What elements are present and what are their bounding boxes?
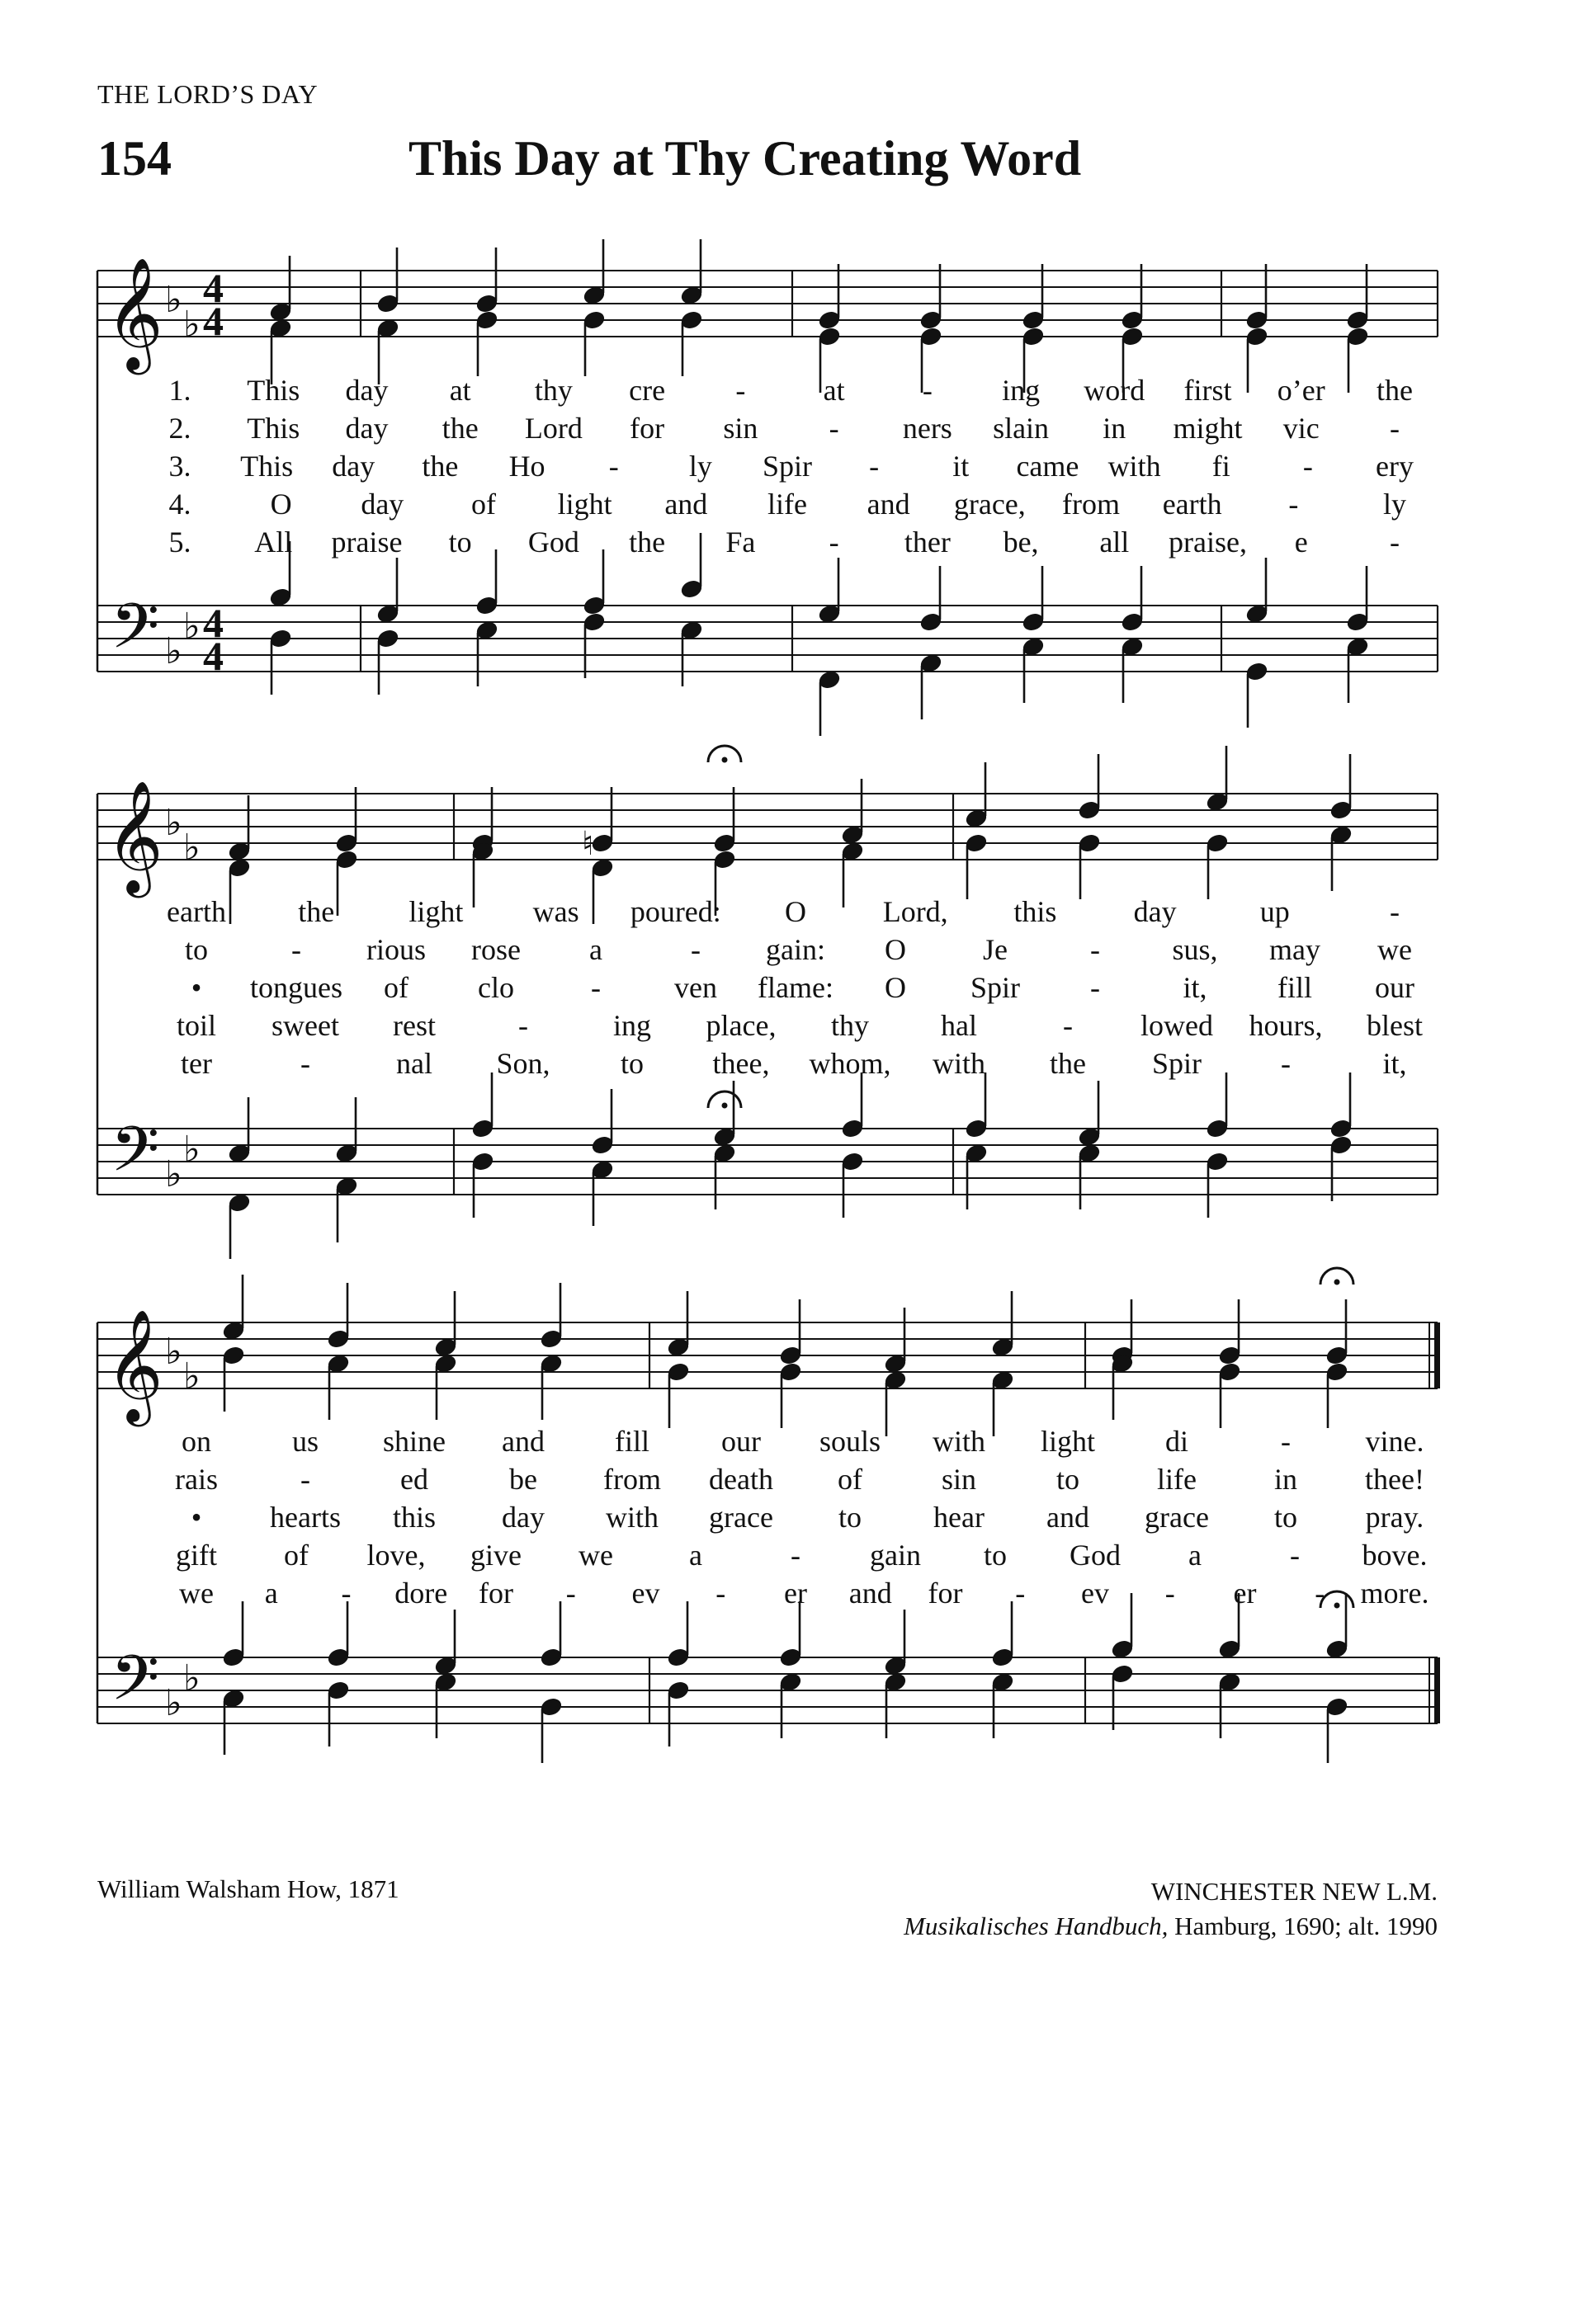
lyric-syllable: and xyxy=(664,488,708,521)
lyric-syllable: O xyxy=(270,488,292,521)
lyric-syllable: shine xyxy=(383,1425,446,1458)
lyric-syllable: blest xyxy=(1367,1009,1423,1042)
lyric-syllable: - xyxy=(1063,1009,1073,1042)
lyric-syllable: souls xyxy=(819,1425,881,1458)
tune-source-title: Musikalisches Handbuch, xyxy=(904,1911,1169,1940)
lyric-syllable: This xyxy=(247,412,300,445)
lyric-syllable: a xyxy=(589,933,602,966)
lyric-syllable: Fa xyxy=(725,526,756,559)
lyric-syllable: ter xyxy=(181,1047,212,1080)
lyric-syllable: thy xyxy=(534,374,573,407)
lyric-syllable: it xyxy=(952,450,970,483)
lyric-syllable: of xyxy=(471,488,496,521)
lyric-syllable: gain xyxy=(870,1539,921,1572)
lyric-syllable: fi xyxy=(1211,450,1230,483)
lyric-syllable: earth xyxy=(167,895,226,928)
lyric-syllable: bove. xyxy=(1362,1539,1428,1572)
lyric-syllable: this xyxy=(392,1501,437,1534)
flat-icon: ♭ xyxy=(165,631,182,672)
lyric-syllable: All xyxy=(254,526,293,559)
bass-clef-icon: 𝄢 xyxy=(111,592,160,676)
lyric-syllable: nal xyxy=(396,1047,432,1080)
lyric-syllable: up xyxy=(1259,895,1290,928)
lyric-syllable: all xyxy=(1099,526,1130,559)
lyric-syllable: day xyxy=(345,374,389,407)
tune-source xyxy=(904,1909,1438,1944)
lyric-syllable: came xyxy=(1016,450,1079,483)
lyric-syllable: clo xyxy=(478,971,514,1004)
lyric-syllable: and xyxy=(867,488,910,521)
lyric-syllable: to xyxy=(1055,1463,1080,1496)
lyric-syllable: and xyxy=(848,1577,892,1610)
flat-icon: ♭ xyxy=(183,1356,201,1397)
lyric-syllable: for xyxy=(479,1577,513,1610)
lyric-syllable: day xyxy=(1133,895,1177,928)
lyric-syllable: flame: xyxy=(758,971,834,1004)
lyric-syllable: hal xyxy=(941,1009,977,1042)
tune-credit xyxy=(904,1874,1438,1944)
lyric-syllable: grace xyxy=(1145,1501,1209,1534)
lyric-syllable: - xyxy=(565,1577,576,1610)
lyric-syllable: on xyxy=(182,1425,211,1458)
lyric-syllable: dore xyxy=(394,1577,448,1610)
lyric-syllable: the xyxy=(442,412,479,445)
author-credit: William Walsham How, 1871 xyxy=(97,1874,399,1903)
lyric-syllable: Lord xyxy=(524,412,583,445)
lyric-syllable: for xyxy=(928,1577,963,1610)
lyric-syllable: - xyxy=(1090,933,1100,966)
lyric-syllable: first xyxy=(1183,374,1232,407)
lyric-syllable: cre xyxy=(629,374,666,407)
lyric-syllable: from xyxy=(1062,488,1120,521)
lyric-syllable: 2. xyxy=(168,412,191,445)
flat-icon: ♭ xyxy=(183,1658,201,1699)
lyric-syllable: - xyxy=(1315,1577,1325,1610)
lyric-syllable: sweet xyxy=(272,1009,339,1042)
lyric-syllable: death xyxy=(709,1463,773,1496)
lyric-syllable: of xyxy=(384,971,408,1004)
lyric-syllable: - xyxy=(300,1463,310,1496)
lyric-syllable: ev xyxy=(1081,1577,1109,1610)
lyric-syllable: light xyxy=(408,895,464,928)
lyric-syllable: ev xyxy=(631,1577,660,1610)
lyric-syllable: - xyxy=(608,450,619,483)
lyric-syllable: a xyxy=(264,1577,278,1610)
lyric-syllable: Son, xyxy=(496,1047,550,1080)
lyric-syllable: the xyxy=(1377,374,1413,407)
lyric-syllable: to xyxy=(983,1539,1008,1572)
lyric-syllable: • xyxy=(191,971,202,1004)
lyric-syllable: - xyxy=(1302,450,1313,483)
lyric-syllable: whom, xyxy=(809,1047,891,1080)
lyric-syllable: we xyxy=(179,1577,214,1610)
lyric-syllable: This xyxy=(240,450,294,483)
time-signature-bottom: 4 xyxy=(203,298,224,344)
lyric-syllable: we xyxy=(1377,933,1412,966)
lyric-syllable: - xyxy=(715,1577,726,1610)
flat-icon: ♭ xyxy=(183,606,201,647)
lyric-syllable: hear xyxy=(933,1501,985,1534)
fermata-dot xyxy=(722,757,728,763)
lyric-syllable: rais xyxy=(175,1463,218,1496)
flat-icon: ♭ xyxy=(183,304,201,345)
lyric-syllable: love, xyxy=(366,1539,426,1572)
lyric-syllable: tongues xyxy=(250,971,342,1004)
lyric-syllable: to xyxy=(620,1047,645,1080)
lyric-syllable: ven xyxy=(674,971,717,1004)
lyric-syllable: rious xyxy=(366,933,426,966)
lyric-syllable: - xyxy=(291,933,301,966)
natural-icon: ♮ xyxy=(582,825,594,862)
hymn-title: This Day at Thy Creating Word xyxy=(408,131,1082,186)
lyric-syllable: earth xyxy=(1162,488,1222,521)
lyric-syllable: lowed xyxy=(1140,1009,1213,1042)
lyric-syllable: ing xyxy=(1002,374,1041,407)
lyric-syllable: di xyxy=(1164,1425,1189,1458)
lyric-syllable: ners xyxy=(902,412,952,445)
lyric-syllable: praise xyxy=(331,526,403,559)
bass-clef-icon: 𝄢 xyxy=(111,1115,160,1200)
lyric-syllable: Spir xyxy=(762,450,813,483)
lyric-syllable: - xyxy=(1390,895,1400,928)
lyric-syllable: This xyxy=(247,374,300,407)
lyric-syllable: the xyxy=(298,895,335,928)
lyric-syllable: word xyxy=(1084,374,1145,407)
lyric-syllable: 3. xyxy=(168,450,191,483)
lyric-syllable: - xyxy=(735,374,746,407)
lyric-syllable: more. xyxy=(1360,1577,1429,1610)
lyric-syllable: the xyxy=(422,450,459,483)
lyric-syllable: life xyxy=(767,488,807,521)
lyric-syllable: for xyxy=(630,412,665,445)
lyric-syllable: - xyxy=(922,374,933,407)
lyric-syllable: our xyxy=(1375,971,1414,1004)
lyric-syllable: poured: xyxy=(630,895,721,928)
lyric-syllable: O xyxy=(885,971,906,1004)
final-barline-thick xyxy=(1434,1657,1440,1723)
lyric-syllable: gain: xyxy=(766,933,825,966)
lyric-syllable: may xyxy=(1269,933,1320,966)
lyric-syllable: - xyxy=(591,971,601,1004)
lyric-syllable: o’er xyxy=(1277,374,1325,407)
lyric-syllable: rest xyxy=(393,1009,436,1042)
lyric-syllable: place, xyxy=(706,1009,777,1042)
lyric-syllable: - xyxy=(300,1047,310,1080)
lyric-syllable: - xyxy=(1390,412,1400,445)
final-barline-thick xyxy=(1434,1322,1440,1388)
lyric-syllable: ly xyxy=(1382,488,1407,521)
flat-icon: ♭ xyxy=(165,803,182,843)
lyric-syllable: might xyxy=(1173,412,1243,445)
lyric-syllable: Ho xyxy=(508,450,545,483)
lyric-syllable: - xyxy=(1390,526,1400,559)
lyric-syllable: be xyxy=(509,1463,537,1496)
lyric-syllable: • xyxy=(191,1501,202,1534)
fermata-dot xyxy=(1334,1280,1340,1285)
lyric-syllable: ery xyxy=(1376,450,1414,483)
lyric-syllable: 4. xyxy=(168,488,191,521)
lyric-syllable: 1. xyxy=(168,374,191,407)
treble-clef-icon: 𝄞 xyxy=(106,783,163,891)
lyric-syllable: e xyxy=(1294,526,1308,559)
lyric-syllable: of xyxy=(838,1463,862,1496)
lyric-syllable: vine. xyxy=(1365,1425,1424,1458)
lyric-syllable: - xyxy=(1090,971,1100,1004)
lyric-syllable: and xyxy=(502,1425,545,1458)
section-label: THE LORD’S DAY xyxy=(97,79,319,109)
lyric-syllable: - xyxy=(1164,1577,1175,1610)
lyric-syllable: - xyxy=(829,412,839,445)
lyric-syllable: was xyxy=(532,895,579,928)
lyric-syllable: - xyxy=(1288,488,1299,521)
bass-clef-icon: 𝄢 xyxy=(111,1644,160,1728)
lyric-syllable: day xyxy=(502,1501,545,1534)
lyric-syllable: 5. xyxy=(168,526,191,559)
lyric-syllable: ed xyxy=(400,1463,428,1496)
lyric-syllable: vic xyxy=(1282,412,1320,445)
flat-icon: ♭ xyxy=(165,1683,182,1723)
lyric-syllable: er xyxy=(784,1577,807,1610)
lyric-syllable: er xyxy=(1233,1577,1257,1610)
lyric-syllable: thee! xyxy=(1365,1463,1424,1496)
flat-icon: ♭ xyxy=(165,1154,182,1195)
lyric-syllable: praise, xyxy=(1169,526,1248,559)
lyric-syllable: and xyxy=(1046,1501,1089,1534)
lyric-syllable: in xyxy=(1103,412,1126,445)
flat-icon: ♭ xyxy=(165,1332,182,1372)
lyric-syllable: at xyxy=(449,374,471,407)
lyric-syllable: Spir xyxy=(1151,1047,1202,1080)
lyric-syllable: slain xyxy=(993,412,1050,445)
time-signature-bottom: 4 xyxy=(203,633,224,679)
lyric-syllable: Lord, xyxy=(882,895,948,928)
fermata-dot xyxy=(1334,1603,1340,1609)
lyric-syllable: of xyxy=(284,1539,309,1572)
lyric-syllable: toil xyxy=(176,1009,217,1042)
lyric-syllable: grace xyxy=(709,1501,773,1534)
lyric-syllable: fill xyxy=(1277,971,1312,1004)
flat-icon: ♭ xyxy=(165,280,182,320)
lyric-syllable: light xyxy=(1040,1425,1096,1458)
lyric-syllable: God xyxy=(527,526,579,559)
lyric-syllable: life xyxy=(1157,1463,1197,1496)
lyric-syllable: God xyxy=(1070,1539,1121,1572)
lyric-syllable: ly xyxy=(688,450,712,483)
lyric-syllable: - xyxy=(518,1009,528,1042)
lyric-syllable: thy xyxy=(830,1009,870,1042)
lyric-syllable: us xyxy=(291,1425,319,1458)
fermata-dot xyxy=(722,1103,728,1109)
lyric-syllable: the xyxy=(1050,1047,1086,1080)
lyric-syllable: at xyxy=(823,374,845,407)
lyric-syllable: sus, xyxy=(1172,933,1218,966)
lyric-syllable: pray. xyxy=(1365,1501,1424,1534)
lyric-syllable: with xyxy=(1107,450,1161,483)
tune-source-detail: Hamburg, 1690; alt. 1990 xyxy=(1168,1911,1438,1940)
time-signature-top: 4 xyxy=(203,265,224,311)
lyric-syllable: O xyxy=(785,895,806,928)
lyric-syllable: - xyxy=(341,1577,352,1610)
hymn-number: 154 xyxy=(97,131,172,186)
treble-clef-icon: 𝄞 xyxy=(106,1312,163,1420)
tune-name: WINCHESTER NEW L.M. xyxy=(1150,1877,1438,1906)
lyric-syllable: give xyxy=(470,1539,522,1572)
lyric-syllable: fill xyxy=(615,1425,649,1458)
lyric-syllable: - xyxy=(829,526,839,559)
lyric-syllable: day xyxy=(345,412,389,445)
lyric-syllable: Spir xyxy=(970,971,1021,1004)
lyric-syllable: to xyxy=(184,933,209,966)
lyric-syllable: - xyxy=(791,1539,800,1572)
lyric-syllable: Je xyxy=(983,933,1008,966)
lyric-syllable: with xyxy=(932,1047,986,1080)
lyric-syllable: - xyxy=(1290,1539,1300,1572)
lyric-syllable: rose xyxy=(471,933,521,966)
lyric-syllable: sin xyxy=(723,412,758,445)
lyric-syllable: day xyxy=(332,450,375,483)
lyric-syllable: O xyxy=(885,933,906,966)
lyric-syllable: light xyxy=(557,488,612,521)
lyric-syllable: it, xyxy=(1183,971,1207,1004)
lyric-syllable: - xyxy=(1281,1425,1291,1458)
lyric-syllable: in xyxy=(1273,1463,1298,1496)
lyric-syllable: we xyxy=(578,1539,613,1572)
lyric-syllable: day xyxy=(361,488,404,521)
lyric-syllable: with xyxy=(605,1501,659,1534)
lyric-syllable: - xyxy=(869,450,880,483)
lyric-syllable: the xyxy=(629,526,666,559)
lyric-syllable: hearts xyxy=(270,1501,341,1534)
lyric-syllable: - xyxy=(1015,1577,1026,1610)
flat-icon: ♭ xyxy=(183,827,201,868)
lyric-syllable: to xyxy=(1273,1501,1298,1534)
flat-icon: ♭ xyxy=(183,1129,201,1170)
lyric-syllable: be, xyxy=(1003,526,1039,559)
lyric-syllable: hours, xyxy=(1249,1009,1323,1042)
lyric-syllable: thee, xyxy=(712,1047,770,1080)
lyric-syllable: ing xyxy=(612,1009,652,1042)
lyric-syllable: grace, xyxy=(953,488,1026,521)
lyric-syllable: from xyxy=(603,1463,661,1496)
treble-clef-icon: 𝄞 xyxy=(106,260,163,368)
lyric-syllable: a xyxy=(689,1539,702,1572)
lyric-syllable: our xyxy=(721,1425,761,1458)
lyric-syllable: it, xyxy=(1382,1047,1407,1080)
lyric-syllable: this xyxy=(1013,895,1057,928)
lyric-syllable: a xyxy=(1188,1539,1202,1572)
time-signature-top: 4 xyxy=(203,600,224,646)
lyric-syllable: sin xyxy=(941,1463,977,1496)
lyric-syllable: with xyxy=(932,1425,986,1458)
lyric-syllable: - xyxy=(1281,1047,1291,1080)
lyric-syllable: ther xyxy=(904,526,951,559)
lyric-syllable: - xyxy=(691,933,701,966)
lyric-syllable: to xyxy=(448,526,472,559)
lyric-syllable: to xyxy=(838,1501,862,1534)
lyric-syllable: gift xyxy=(176,1539,217,1572)
